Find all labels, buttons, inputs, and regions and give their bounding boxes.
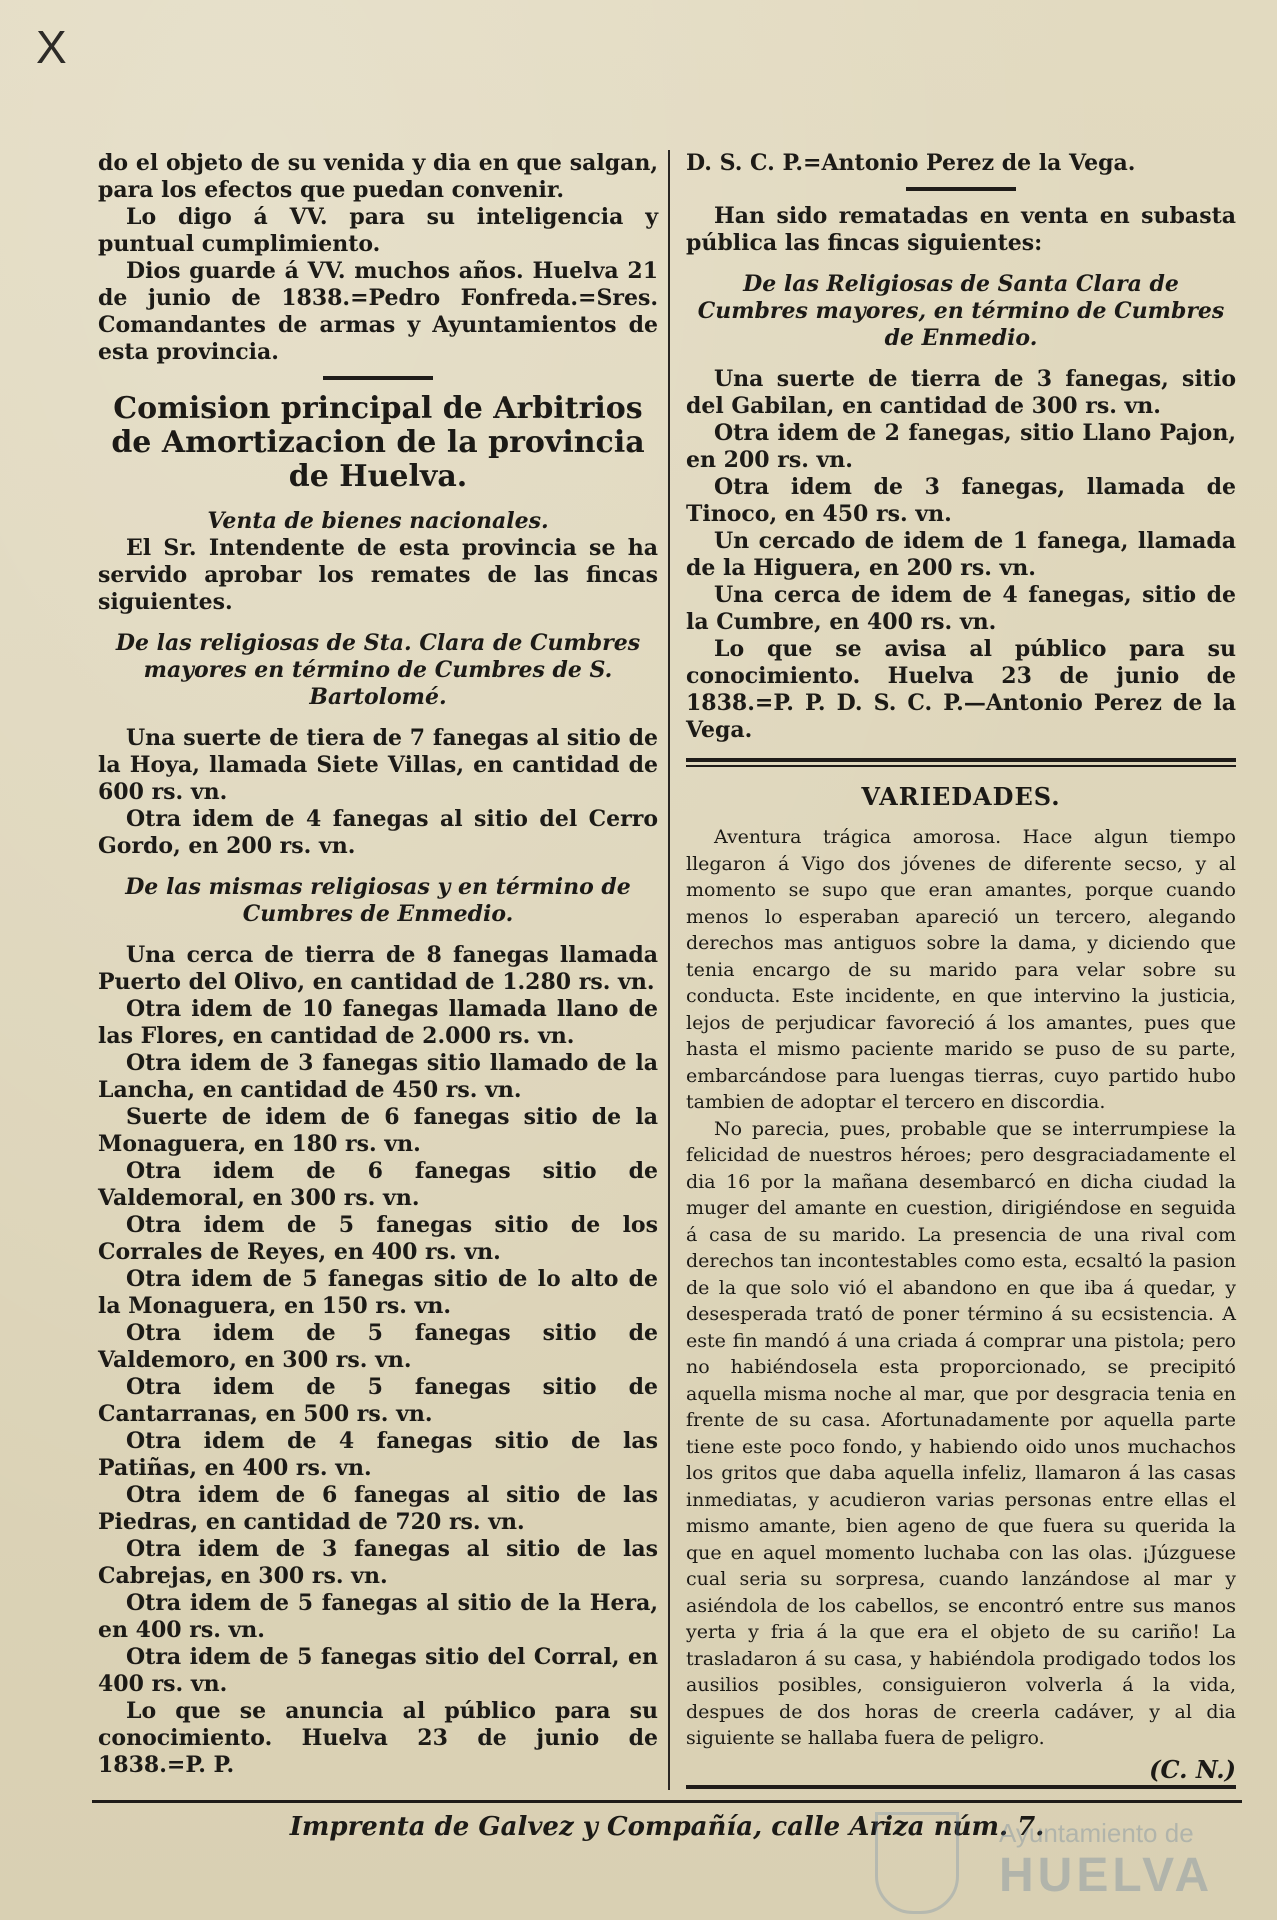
section-title: De las religiosas de Sta. Clara de Cumbres mayores en término de Cumbres de S. Bartolomé. bbox=[115, 630, 641, 710]
notice-subheading: Venta de bienes nacionales. bbox=[207, 508, 549, 534]
notice-heading: Comision principal de Arbitrios de Amortizacion de la provincia de Huelva. bbox=[111, 391, 645, 494]
section-rule bbox=[323, 376, 433, 380]
watermark-line1: Ayuntamiento de bbox=[999, 1818, 1194, 1848]
watermark bbox=[875, 1808, 1235, 1908]
watermark-line2: HUELVA bbox=[999, 1849, 1214, 1902]
section-title: De las Religiosas de Santa Clara de Cumbres mayores, en término de Cumbres de Enmedio. bbox=[697, 271, 1225, 351]
list-item: Otra idem de 5 fanegas sitio de lo alto de la Monaguera, en 150 rs. vn. bbox=[98, 1266, 658, 1319]
list-item: Otra idem de 3 fanegas, llamada de Tinoco, en 450 rs. vn. bbox=[686, 474, 1236, 527]
column-divider bbox=[668, 150, 670, 1790]
list-item: Otra idem de 6 fanegas sitio de Valdemoral, en 300 rs. vn. bbox=[98, 1158, 658, 1211]
list-item: Una cerca de tierra de 8 fanegas llamada Puerto del Olivo, en cantidad de 1.280 rs. vn. bbox=[98, 942, 658, 995]
corner-mark: X bbox=[36, 21, 67, 73]
list-item: Otra idem de 4 fanegas al sitio del Cerro Gordo, en 200 rs. vn. bbox=[98, 806, 658, 859]
printer-imprint: Imprenta de Galvez y Compañía, calle Ariza núm. 7. bbox=[289, 1812, 1045, 1842]
story-paragraph: Aventura trágica amorosa. Hace algun tiempo llegaron á Vigo dos jóvenes de diferente secso, y al momento se supo que eran amantes, porque cuando menos lo esperaban apareció un tercero, alegando derechos mas antiguos sobre la dama, y diciendo que tenia encargo de su marido para velar sobre su conducta. Este incidente, en que intervino la justicia, lejos de perjudicar favoreció á los amantes, pues que hasta el mismo paciente marido se puso de su parte, embarcándose para luengas tierras, cuyo partido hubo tambien de adoptar el tercero en discordia. bbox=[686, 826, 1236, 1113]
notice-intro: El Sr. Intendente de esta provincia se ha servido aprobar los remates de las fincas siguientes. bbox=[98, 535, 658, 615]
list-item: Otra idem de 3 fanegas sitio llamado de la Lancha, en cantidad de 450 rs. vn. bbox=[98, 1050, 658, 1103]
intro-paragraph: Dios guarde á VV. muchos años. Huelva 21 de junio de 1838.=Pedro Fonfreda.=Sres. Comandantes de armas y Ayuntamientos de esta provincia. bbox=[98, 258, 658, 365]
list-item: Suerte de idem de 6 fanegas sitio de la Monaguera, en 180 rs. vn. bbox=[98, 1104, 658, 1157]
closing-notice: Lo que se anuncia al público para su conocimiento. Huelva 23 de junio de 1838.=P. P. bbox=[98, 1698, 658, 1778]
list-item: Una suerte de tierra de 3 fanegas, sitio del Gabilan, en cantidad de 300 rs. vn. bbox=[686, 366, 1236, 419]
list-item: Un cercado de idem de 1 fanega, llamada de la Higuera, en 200 rs. vn. bbox=[686, 528, 1236, 581]
list-item: Otra idem de 5 fanegas sitio de Cantarranas, en 500 rs. vn. bbox=[98, 1374, 658, 1427]
left-column bbox=[98, 150, 658, 1779]
variedades-title: VARIEDADES. bbox=[861, 782, 1061, 811]
shield-icon bbox=[875, 1812, 959, 1914]
section-rule bbox=[906, 187, 1016, 191]
signature-line: D. S. C. P.=Antonio Perez de la Vega. bbox=[686, 150, 1136, 176]
list-item: Otra idem de 10 fanegas llamada llano de las Flores, en cantidad de 2.000 rs. vn. bbox=[98, 996, 658, 1049]
list-item: Otra idem de 4 fanegas sitio de las Patiñas, en 400 rs. vn. bbox=[98, 1428, 658, 1481]
intro-paragraph: Lo digo á VV. para su inteligencia y puntual cumplimiento. bbox=[98, 204, 658, 257]
intro-paragraph: do el objeto de su venida y dia en que salgan, para los efectos que puedan convenir. bbox=[98, 150, 658, 203]
section-rule bbox=[686, 1785, 1236, 1789]
list-item: Otra idem de 6 fanegas al sitio de las Piedras, en cantidad de 720 rs. vn. bbox=[98, 1482, 658, 1535]
double-rule bbox=[686, 758, 1236, 767]
list-item: Otra idem de 5 fanegas sitio de los Corrales de Reyes, en 400 rs. vn. bbox=[98, 1212, 658, 1265]
story-signature: (C. N.) bbox=[1149, 1754, 1236, 1784]
list-item: Una cerca de idem de 4 fanegas, sitio de la Cumbre, en 400 rs. vn. bbox=[686, 582, 1236, 635]
footer-rule bbox=[92, 1800, 1242, 1803]
closing-notice: Lo que se avisa al público para su conocimiento. Huelva 23 de junio de 1838.=P. P. D. S. C. P.—Antonio Perez de la Vega. bbox=[686, 636, 1236, 743]
list-item: Otra idem de 3 fanegas al sitio de las Cabrejas, en 300 rs. vn. bbox=[98, 1536, 658, 1589]
list-item: Otra idem de 5 fanegas al sitio de la Hera, en 400 rs. vn. bbox=[98, 1590, 658, 1643]
list-item: Una suerte de tiera de 7 fanegas al sitio de la Hoya, llamada Siete Villas, en cantidad de 600 rs. vn. bbox=[98, 725, 658, 805]
auction-intro: Han sido rematadas en venta en subasta pública las fincas siguientes: bbox=[686, 203, 1236, 256]
list-item: Otra idem de 2 fanegas, sitio Llano Pajon, en 200 rs. vn. bbox=[686, 420, 1236, 473]
list-item: Otra idem de 5 fanegas sitio de Valdemoro, en 300 rs. vn. bbox=[98, 1320, 658, 1373]
right-column bbox=[686, 150, 1236, 1789]
story-paragraph: No parecia, pues, probable que se interrumpiese la felicidad de nuestros héroes; pero desgraciadamente el dia 16 por la mañana desembarcó en dicha ciudad la muger del amante en cuestion, dirigiéndose en seguida á casa de su marido. La presencia de una rival com derechos tan incontestables como esta, ecsaltó la pasion de la que solo vió el abandono en que iba á quedar, y desesperada trató de poner término á su ecsistencia. A este fin mandó á una criada á comprar una pistola; pero no habiéndosela esta proporcionado, se precipitó aquella misma noche al mar, que por desgracia tenia en frente de su casa. Afortunadamente por aquella parte tiene este poco fondo, y habiendo oido unos muchachos los gritos que daba aquella infeliz, llamaron á las casas inmediatas, y acudieron varias personas entre ellas el mismo amante, bien ageno de que fuera su querida la que en aquel momento luchaba con las olas. ¡Júzguese cual seria su sorpresa, cuando lanzándose al mar y asiéndola de los cabellos, se encontró entre sus manos yerta y fria á la que era el objeto de su cariño! La trasladaron á su casa, y habiéndola prodigado todos los ausilios posibles, consiguieron volverla á la vida, despues de dos horas de creerla cadáver, y al dia siguiente se hallaba fuera de peligro. bbox=[686, 1117, 1236, 1749]
section-title: De las mismas religiosas y en término de Cumbres de Enmedio. bbox=[125, 874, 631, 927]
list-item: Otra idem de 5 fanegas sitio del Corral, en 400 rs. vn. bbox=[98, 1644, 658, 1697]
